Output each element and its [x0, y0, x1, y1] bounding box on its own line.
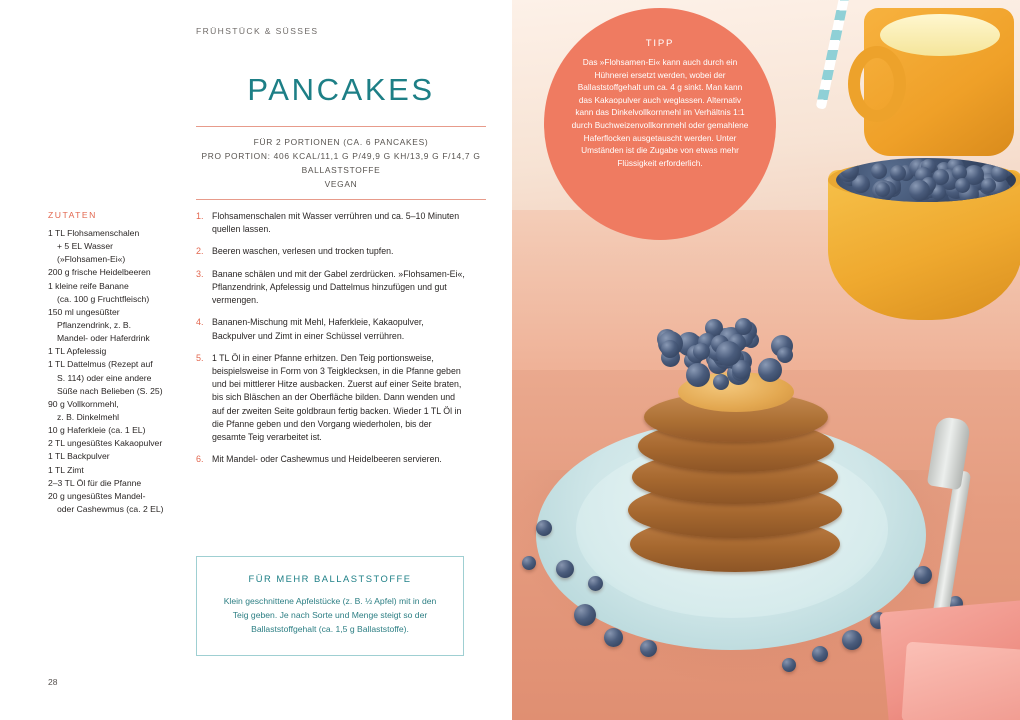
- ingredient-item: [48, 490, 178, 516]
- ingredient-main: 1 TL Flohsamenschalen: [48, 228, 140, 238]
- meta-lines: [196, 127, 486, 199]
- blueberry: [871, 163, 887, 179]
- ingredient-sub: z. B. Dinkelmehl: [57, 411, 120, 422]
- blueberry: [777, 347, 793, 363]
- ingredient-sub: Süße nach Belieben (S. 25): [57, 385, 163, 396]
- step-number: 2.: [196, 246, 204, 257]
- ingredient-main: 90 g Vollkornmehl,: [48, 398, 119, 409]
- page-title: PANCAKES: [247, 72, 435, 107]
- blueberry: [955, 178, 970, 193]
- step-text: Bananen-Mischung mit Mehl, Haferkleie, Kakaopulver, Backpulver und Zimt in einer Schüssel verrühren.: [212, 317, 424, 341]
- blueberry: [713, 374, 729, 390]
- preparation-steps: [196, 210, 466, 476]
- chapter-kicker: FRÜHSTÜCK & SÜSSES: [196, 26, 319, 36]
- ingredient-main: 150 ml ungesüßter: [48, 306, 120, 317]
- ingredient-main: 1 kleine reife Banane: [48, 280, 129, 291]
- blueberry: [735, 318, 752, 335]
- ingredient-main: 1 TL Dattelmus (Rezept auf: [48, 359, 153, 370]
- blueberry: [693, 343, 710, 360]
- blueberry: [842, 630, 862, 650]
- ingredient-main: 1 TL Zimt: [48, 464, 84, 475]
- step-item: [196, 453, 466, 467]
- ingredient-sub: Mandel- oder Haferdrink: [57, 333, 150, 344]
- tip-text: Das »Flohsamen-Ei« kann auch durch ein Hühnerei ersetzt werden, wobei der Ballaststoffgehalt um ca. 4 g sinkt. Man kann das Kakaopulver auch weglassen. Alternativ kann das Dinkelvollkornmehl im Verhältnis 1:1 durch Buchweizenvollkornmehl oder gemahlene Haferflocken ausgetauscht werden. Unter Umständen ist die Zugabe von etwas mehr Flüssigkeit erforderlich.: [571, 57, 749, 168]
- blueberry: [981, 178, 996, 193]
- ingredient-main: 1 TL Backpulver: [48, 451, 110, 462]
- ingredient-item: [48, 345, 178, 358]
- blueberry: [604, 628, 623, 647]
- ingredient-sub: S. 114) oder eine andere: [57, 372, 152, 383]
- step-item: [196, 352, 466, 444]
- blueberry: [536, 520, 552, 536]
- step-item: [196, 210, 466, 236]
- ingredient-main: 20 g ungesüßtes Mandel-: [48, 490, 146, 501]
- blueberry: [716, 341, 741, 366]
- meta-diet: VEGAN: [324, 178, 358, 189]
- bowl-blueberries: [836, 158, 1016, 202]
- step-number: 1.: [196, 211, 204, 221]
- blueberry: [890, 165, 906, 181]
- blueberry: [909, 180, 930, 201]
- ingredient-sub: (ca. 100 g Fruchtfleisch): [57, 293, 150, 304]
- step-text: Flohsamenschalen mit Wasser verrühren und ca. 5–10 Minuten quellen lassen.: [212, 211, 460, 235]
- ingredient-sub: (»Flohsamen-Ei«): [57, 254, 126, 265]
- blueberry: [661, 340, 679, 358]
- step-number: 3.: [196, 268, 204, 279]
- ingredient-item: [48, 424, 178, 437]
- ingredient-main: 2 TL ungesüßtes Kakaopulver: [48, 438, 163, 449]
- page-number: 28: [48, 677, 58, 687]
- ingredient-item: [48, 358, 178, 397]
- blueberry: [556, 560, 574, 578]
- pink-napkin-fold: [901, 642, 1020, 720]
- blueberry: [574, 604, 596, 626]
- meta-rule-bottom: [196, 199, 486, 200]
- blueberry: [686, 363, 710, 387]
- step-number: 6.: [196, 454, 204, 465]
- ingredient-main: 10 g Haferkleie (ca. 1 EL): [48, 425, 146, 436]
- ingredient-item: [48, 280, 178, 306]
- blueberry: [840, 160, 859, 179]
- ingredient-item: [48, 398, 178, 424]
- blueberry: [875, 182, 890, 197]
- step-item: [196, 316, 466, 342]
- step-item: [196, 245, 466, 259]
- ingredient-item: [48, 306, 178, 345]
- ingredients-heading: ZUTATEN: [48, 210, 97, 220]
- ingredient-sub: + 5 EL Wasser: [57, 241, 113, 252]
- ingredients-list: [48, 227, 178, 516]
- ingredients-section: [48, 210, 178, 516]
- step-text: 1 TL Öl in einer Pfanne erhitzen. Den Teig portionsweise, beispielsweise in Form von 3 Teigklecksen, in die Pfanne geben und bei mittlerer Hitze ausbacken. Zuerst auf einer Seite braten, bis sich Bläschen an der Oberfläche bilden. Dann wenden und auf der zweiten Seite goldbraun fertig backen. Wieder 1 TL Öl in die Pfanne geben und den Vorgang wiederholen, bis der gesamte Teig verarbeitet ist.: [212, 352, 462, 442]
- blueberry: [758, 358, 782, 382]
- ingredient-main: 2–3 TL Öl für die Pfanne: [48, 477, 142, 488]
- ingredient-item: [48, 437, 178, 450]
- step-number: 5.: [196, 352, 204, 363]
- step-number: 4.: [196, 317, 204, 328]
- fiber-tip-title: FÜR MEHR BALLASTSTOFFE: [248, 573, 412, 584]
- ingredient-sub: oder Cashewmus (ca. 2 EL): [57, 503, 164, 514]
- blueberry-topping: [652, 318, 824, 396]
- blueberry: [914, 566, 932, 584]
- mug-handle: [848, 46, 906, 122]
- fiber-tip-box: [196, 556, 464, 656]
- step-text: Banane schälen und mit der Gabel zerdrücken. »Flohsamen-Ei«, Pflanzendrink, Apfelessig und Dattelmus hinzufügen und gut vermengen.: [212, 268, 465, 306]
- fiber-tip-text: Klein geschnittene Apfelstücke (z. B. ½ Apfel) mit in den Teig geben. Je nach Sorte und Menge steigt so der Ballaststoffgehalt (ca. 1,5 g Ballaststoffe).: [223, 596, 437, 634]
- ingredient-item: [48, 266, 178, 279]
- mug-liquid: [880, 14, 1000, 56]
- blueberry: [812, 646, 828, 662]
- step-text: Mit Mandel- oder Cashewmus und Heidelbeeren servieren.: [212, 454, 442, 465]
- blueberry: [588, 576, 603, 591]
- ingredient-item: [48, 477, 178, 490]
- recipe-meta: [196, 126, 486, 200]
- tip-title: TIPP: [645, 38, 675, 49]
- ingredient-item: [48, 227, 178, 266]
- blueberry: [782, 658, 796, 672]
- blueberry: [522, 556, 536, 570]
- ingredient-main: 200 g frische Heidelbeeren: [48, 267, 151, 278]
- meta-nutrition: PRO PORTION: 406 KCAL/11,1 G P/49,9 G KH/13,9 G F/14,7 G BALLASTSTOFFE: [201, 150, 481, 175]
- blueberry: [640, 640, 657, 657]
- meta-servings: FÜR 2 PORTIONEN (CA. 6 PANCAKES): [253, 137, 429, 147]
- step-item: [196, 268, 466, 308]
- ingredient-sub: Pflanzendrink, z. B.: [57, 319, 132, 330]
- step-text: Beeren waschen, verlesen und trocken tupfen.: [212, 246, 394, 257]
- ingredient-item: [48, 450, 178, 463]
- ingredient-main: 1 TL Apfelessig: [48, 346, 107, 357]
- tip-bubble: [544, 8, 776, 240]
- ingredient-item: [48, 464, 178, 477]
